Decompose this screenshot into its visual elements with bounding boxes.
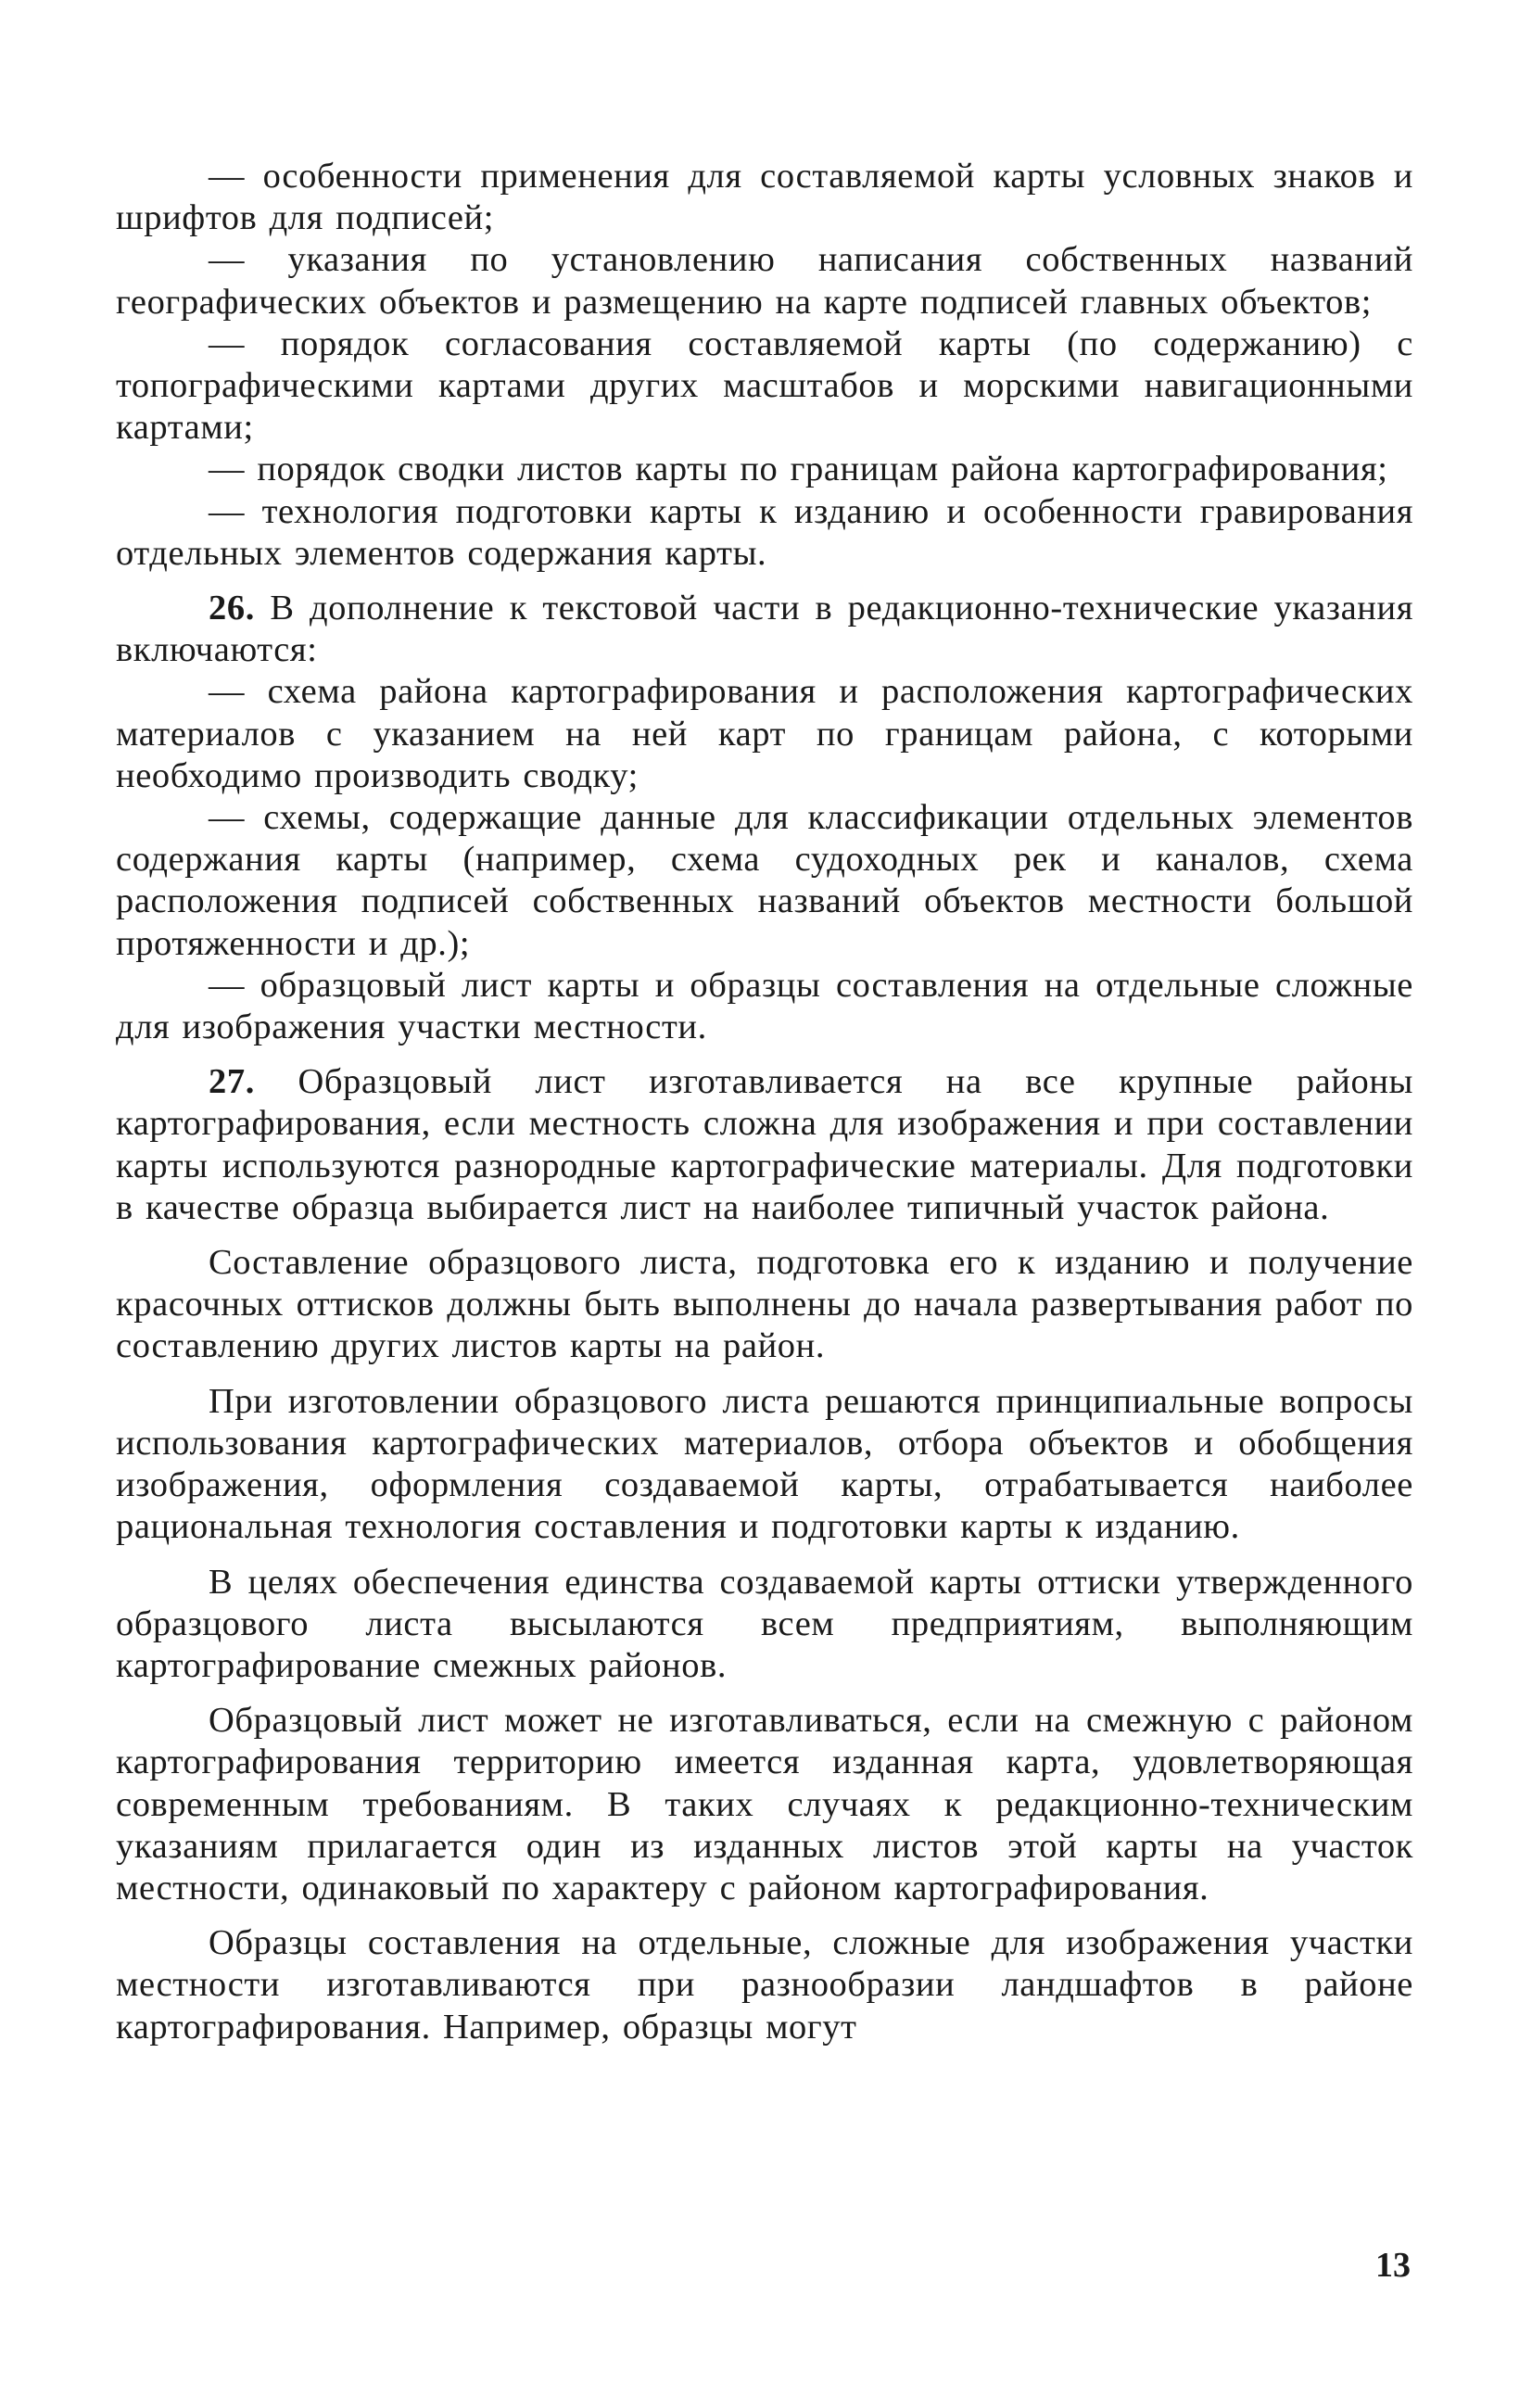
clause-number-27: 27. (209, 1062, 255, 1102)
paragraph-scheme: — схема района картографирования и расположения картографических материалов с указанием на ней карт по границам района, с которыми необходимо производить сводку; (116, 672, 1413, 795)
clause-number-26: 26. (209, 589, 255, 628)
paragraph-technology: — технология подготовки карты к изданию и особенности гравирования отдельных элементов содержания карты. (116, 491, 1413, 573)
paragraph-sheet-summary: — порядок сводки листов карты по границам района картографирования; (209, 450, 1388, 489)
paragraph-schemes-classification: — схемы, содержащие данные для классификации отдельных элементов содержания карты (например, схема судоходных рек и каналов, схема расположения подписей собственных названий объектов местности большой протяженности и др.); (116, 798, 1413, 963)
paragraph-sample-sheet: — образцовый лист карты и образцы составления на отдельные сложные для изображения участки местности. (116, 965, 1413, 1047)
page-number: 13 (1375, 2246, 1411, 2285)
paragraph-compilation: Составление образцового листа, подготовка его к изданию и получение красочных оттисков должны быть выполнены до начала развертывания работ по составлению других листов карты на район. (116, 1243, 1413, 1366)
paragraph-samples: Образцы составления на отдельные, сложные для изображения участки местности изготавливаются при разнообразии ландшафтов в районе картографирования. Например, образцы могут (116, 1923, 1413, 2047)
paragraph-27: 27. Образцовый лист изготавливается на все крупные районы картографирования, если местность сложна для изображения и при составлении карты используются разнородные картографические материалы. Для подготовки в качестве образца выбирается лист на наиболее типичный участок района. (116, 1062, 1413, 1227)
paragraph-unity: В целях обеспечения единства создаваемой карты оттиски утвержденного образцового листа высылаются всем предприятиям, выполняющим картографирование смежных районов. (116, 1562, 1413, 1685)
paragraph-optional-sheet: Образцовый лист может не изготавливаться, если на смежную с районом картографирования территорию имеется изданная карта, удовлетворяющая современным требованиям. В таких случаях к редакционно-техническим указаниям прилагается один из изданных листов этой карты на участок местности, одинаковый по характеру с районом картографирования. (116, 1701, 1413, 1907)
paragraph-symbols: — особенности применения для составляемой карты условных знаков и шрифтов для подписей; (116, 157, 1413, 238)
paragraph-26: 26. В дополнение к текстовой части в редакционно-технические указания включаются: (116, 589, 1414, 670)
body-text (116, 156, 1413, 2048)
paragraph-names: — указания по установлению написания собственных названий географических объектов и размещению на карте подписей главных объектов; (116, 240, 1413, 322)
paragraph-agreement: — порядок согласования составляемой карты (по содержанию) с топографическими картами других масштабов и морскими навигационными картами; (116, 323, 1413, 448)
paragraph-principal-questions: При изготовлении образцового листа решаются принципиальные вопросы использования картографических материалов, отбора объектов и обобщения изображения, оформления создаваемой карты, отрабатывается наиболее рациональная технология составления и подготовки карты к изданию. (116, 1381, 1413, 1547)
